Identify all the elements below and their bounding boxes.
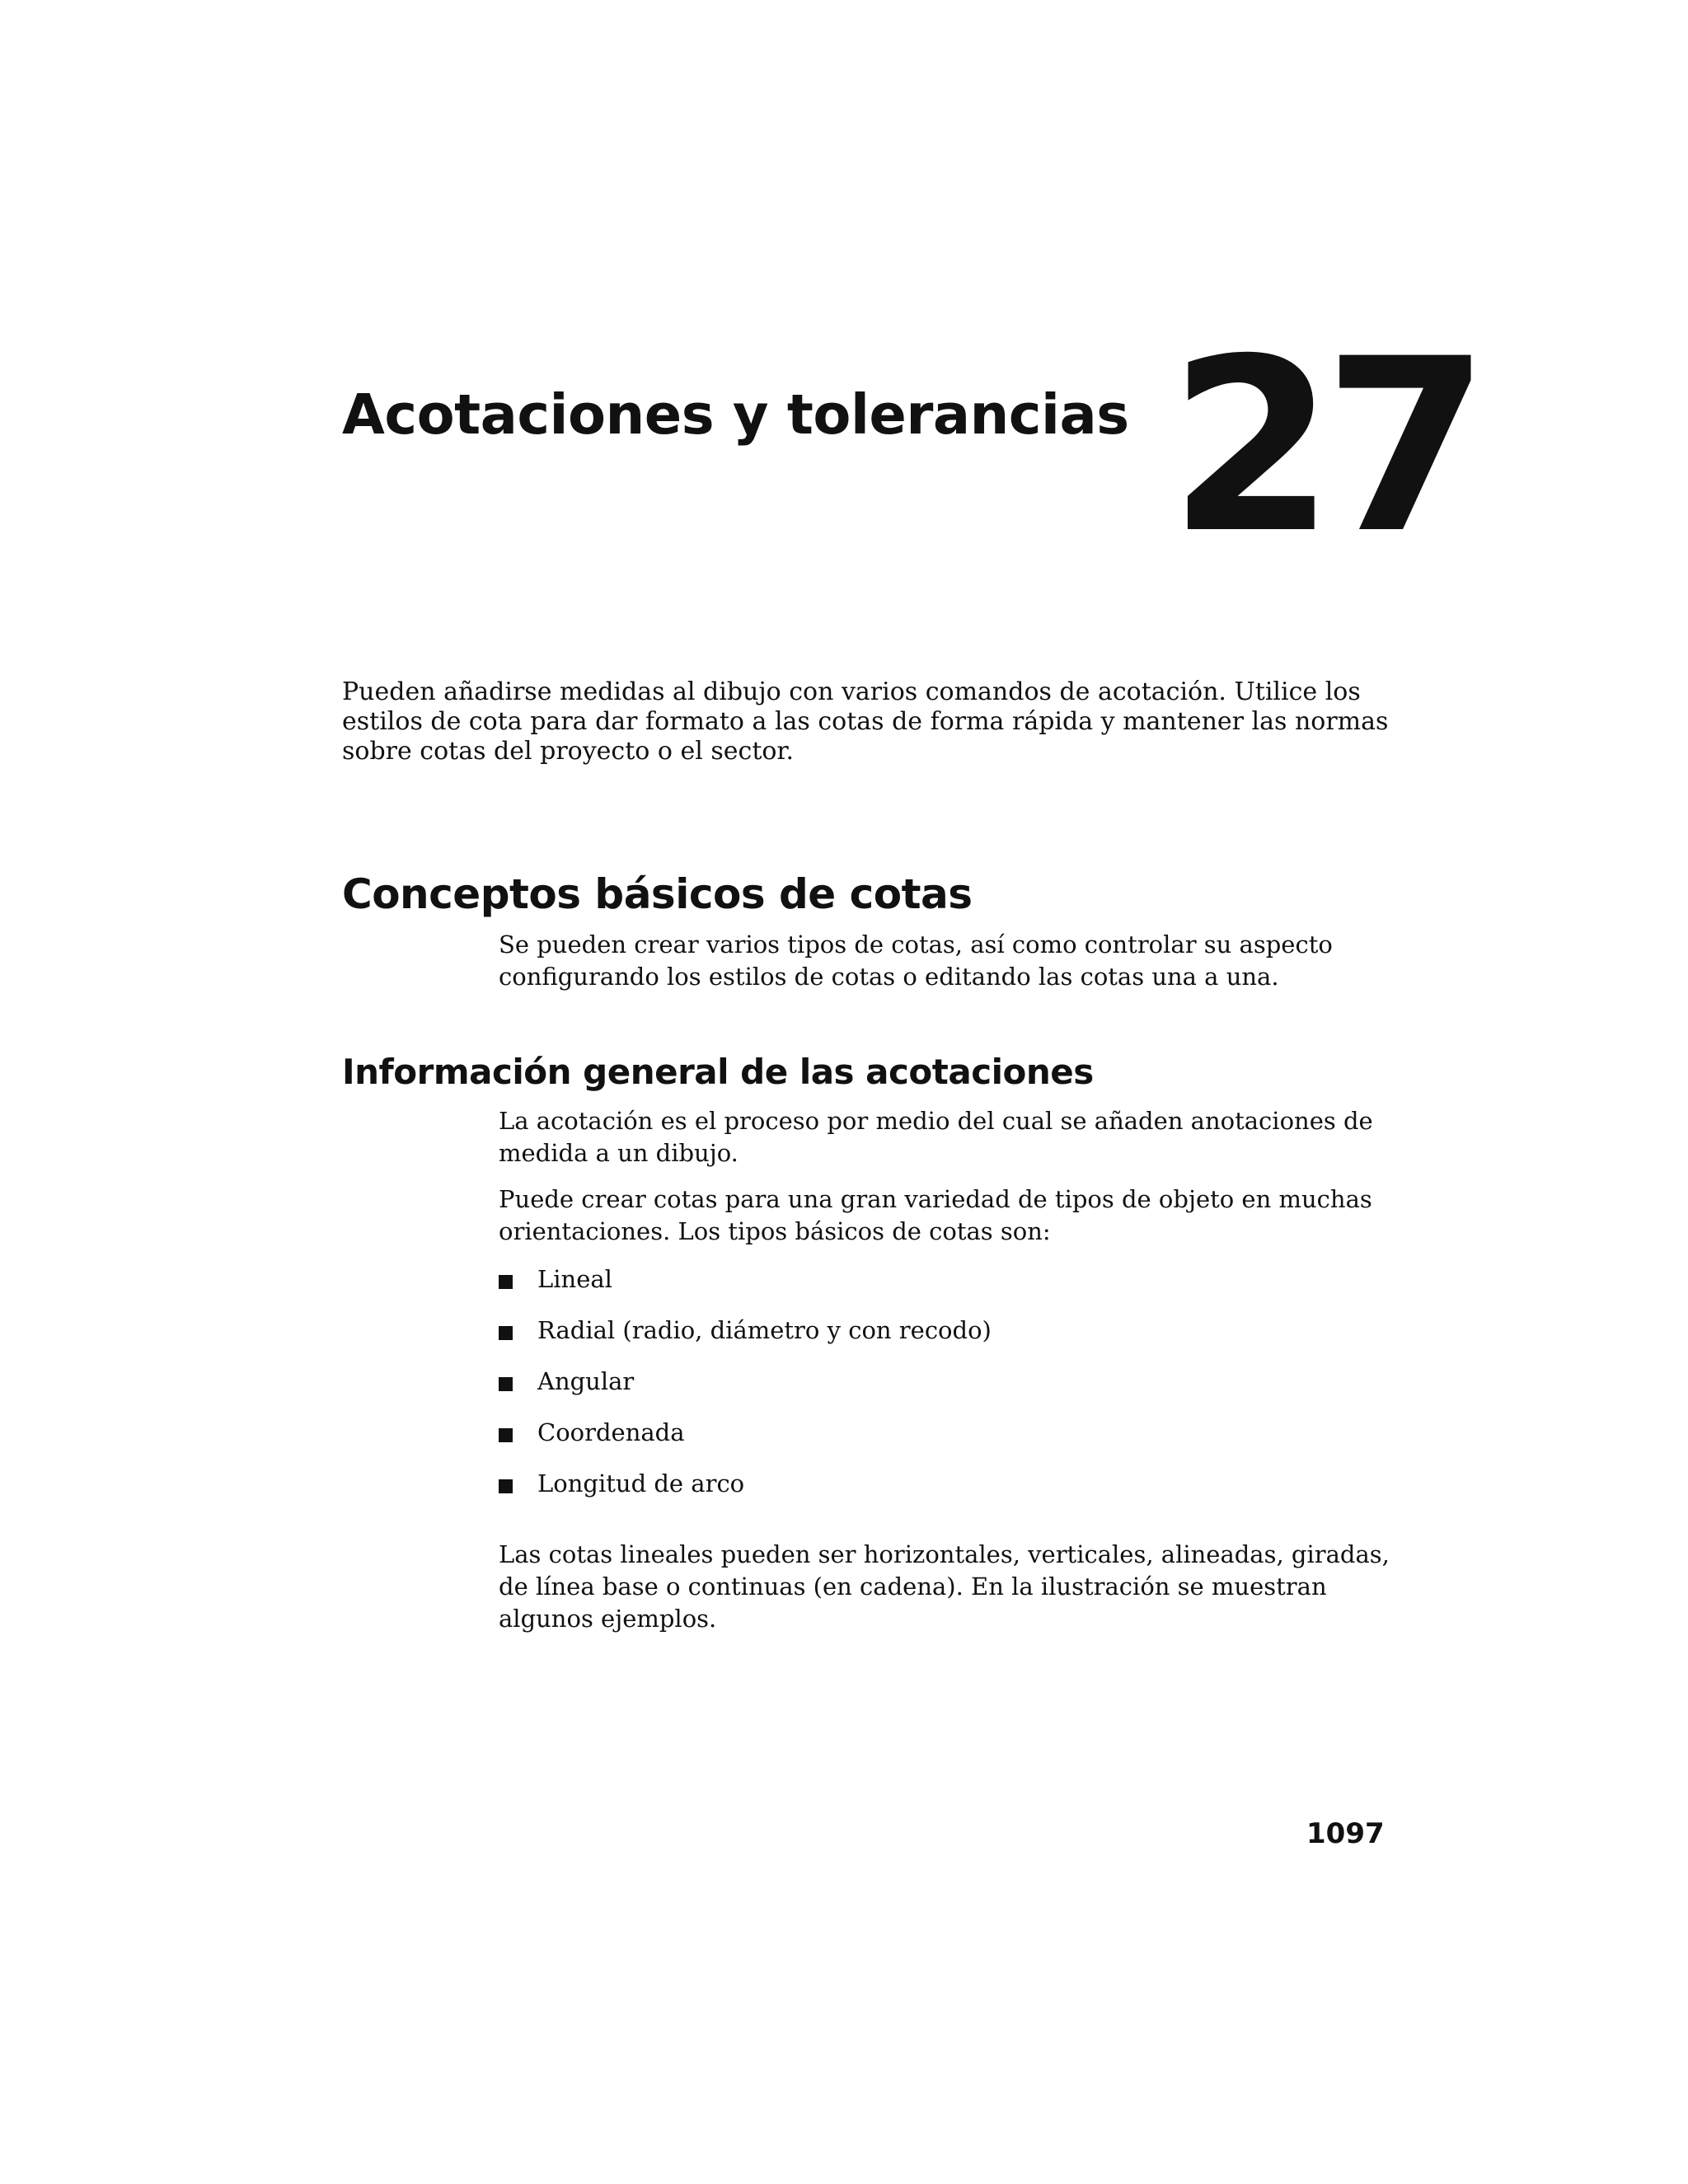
- section-paragraph-lineales: Las cotas lineales pueden ser horizontales, verticales, alineadas, giradas, de línea base o continuas (en cadena). En la ilustración se muestran algunos ejemplos.: [499, 1540, 1390, 1633]
- list-item-label: Angular: [537, 1367, 635, 1395]
- list-item-label: Coordenada: [537, 1418, 685, 1446]
- section-paragraph-tipos: Puede crear cotas para una gran variedad de tipos de objeto en muchas orientaciones. Los tipos básicos de cotas son:: [499, 1185, 1372, 1245]
- list-item: [499, 1315, 1405, 1366]
- list-item: [499, 1418, 1405, 1469]
- bullet-square-icon: [499, 1428, 513, 1442]
- list-item: [499, 1264, 1405, 1315]
- list-item-label: Lineal: [537, 1265, 612, 1293]
- bullet-square-icon: [499, 1275, 513, 1289]
- section-paragraph-conceptos: Se pueden crear varios tipos de cotas, así como controlar su aspecto configurando los estilos de cotas o editando las cotas una a una.: [499, 930, 1333, 991]
- section-paragraph-acotacion: La acotación es el proceso por medio del cual se añaden anotaciones de medida a un dibujo.: [499, 1107, 1373, 1167]
- chapter-title: Acotaciones y tolerancias: [342, 382, 1129, 447]
- dimension-types-list: [499, 1264, 1405, 1520]
- section-heading-informacion: Información general de las acotaciones: [342, 1052, 1094, 1092]
- intro-paragraph: Pueden añadirse medidas al dibujo con varios comandos de acotación. Utilice los estilos de cota para dar formato a las cotas de forma rápida y mantener las normas sobre cotas del proyecto o el sector.: [342, 677, 1389, 766]
- chapter-number: 27: [1169, 308, 1479, 586]
- section-heading-conceptos: Conceptos básicos de cotas: [342, 870, 973, 918]
- bullet-square-icon: [499, 1326, 513, 1340]
- list-item: [499, 1469, 1405, 1520]
- list-item-label: Longitud de arco: [537, 1469, 745, 1497]
- bullet-square-icon: [499, 1479, 513, 1493]
- list-item-label: Radial (radio, diámetro y con recodo): [537, 1316, 992, 1344]
- bullet-square-icon: [499, 1377, 513, 1391]
- list-item: [499, 1366, 1405, 1418]
- page-number: 1097: [1306, 1817, 1385, 1850]
